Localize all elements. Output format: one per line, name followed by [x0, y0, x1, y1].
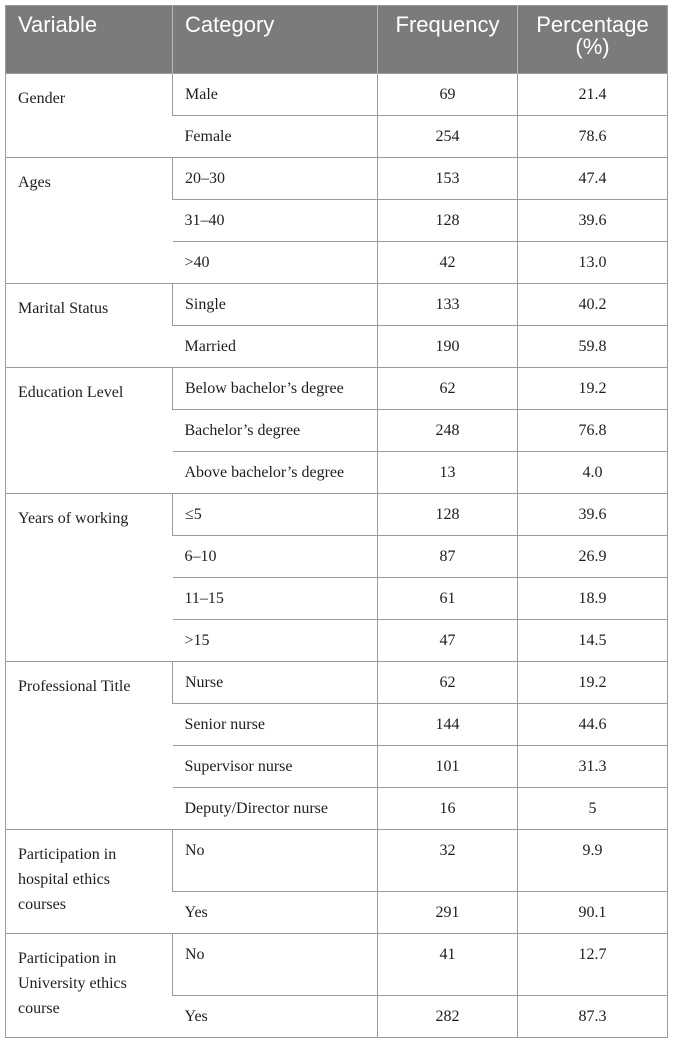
frequency-cell: 248: [378, 410, 518, 452]
percentage-cell: 39.6: [518, 494, 668, 536]
category-cell: Male: [173, 74, 378, 116]
category-cell: Single: [173, 284, 378, 326]
table-row: [6, 74, 668, 116]
table-row: [6, 494, 668, 536]
category-cell: Above bachelor’s degree: [173, 452, 378, 494]
frequency-cell: 32: [378, 830, 518, 892]
percentage-cell: 19.2: [518, 662, 668, 704]
frequency-cell: 41: [378, 934, 518, 996]
demographics-table: [5, 5, 668, 1038]
category-cell: >40: [173, 242, 378, 284]
percentage-cell: 90.1: [518, 892, 668, 934]
table-row: [6, 284, 668, 326]
frequency-cell: 62: [378, 662, 518, 704]
frequency-cell: 62: [378, 368, 518, 410]
category-cell: Supervisor nurse: [173, 746, 378, 788]
frequency-cell: 47: [378, 620, 518, 662]
category-cell: No: [173, 830, 378, 892]
percentage-cell: 4.0: [518, 452, 668, 494]
variable-cell: Participation in hospital ethics courses: [6, 830, 173, 934]
frequency-cell: 254: [378, 116, 518, 158]
header-variable: Variable: [6, 6, 173, 74]
variable-cell: Marital Status: [6, 284, 173, 368]
header-frequency: Frequency: [378, 6, 518, 74]
frequency-cell: 69: [378, 74, 518, 116]
frequency-cell: 190: [378, 326, 518, 368]
percentage-cell: 39.6: [518, 200, 668, 242]
percentage-cell: 59.8: [518, 326, 668, 368]
category-cell: Deputy/Director nurse: [173, 788, 378, 830]
frequency-cell: 13: [378, 452, 518, 494]
frequency-cell: 128: [378, 200, 518, 242]
percentage-cell: 76.8: [518, 410, 668, 452]
category-cell: Yes: [173, 892, 378, 934]
category-cell: Female: [173, 116, 378, 158]
variable-cell: Professional Title: [6, 662, 173, 830]
category-cell: Nurse: [173, 662, 378, 704]
category-cell: 6–10: [173, 536, 378, 578]
percentage-cell: 9.9: [518, 830, 668, 892]
percentage-cell: 21.4: [518, 74, 668, 116]
variable-cell: Years of working: [6, 494, 173, 662]
category-cell: Married: [173, 326, 378, 368]
frequency-cell: 128: [378, 494, 518, 536]
category-cell: 11–15: [173, 578, 378, 620]
percentage-cell: 78.6: [518, 116, 668, 158]
frequency-cell: 133: [378, 284, 518, 326]
category-cell: ≤5: [173, 494, 378, 536]
table-row: [6, 158, 668, 200]
header-category: Category: [173, 6, 378, 74]
percentage-cell: 87.3: [518, 996, 668, 1038]
category-cell: Bachelor’s degree: [173, 410, 378, 452]
percentage-cell: 40.2: [518, 284, 668, 326]
frequency-cell: 144: [378, 704, 518, 746]
table-row: [6, 934, 668, 996]
frequency-cell: 42: [378, 242, 518, 284]
table-row: [6, 368, 668, 410]
percentage-cell: 12.7: [518, 934, 668, 996]
frequency-cell: 101: [378, 746, 518, 788]
variable-cell: Participation in University ethics course: [6, 934, 173, 1038]
percentage-cell: 14.5: [518, 620, 668, 662]
frequency-cell: 153: [378, 158, 518, 200]
table-row: [6, 662, 668, 704]
percentage-cell: 47.4: [518, 158, 668, 200]
percentage-cell: 5: [518, 788, 668, 830]
percentage-cell: 44.6: [518, 704, 668, 746]
variable-cell: Gender: [6, 74, 173, 158]
frequency-cell: 291: [378, 892, 518, 934]
variable-cell: Ages: [6, 158, 173, 284]
category-cell: >15: [173, 620, 378, 662]
category-cell: No: [173, 934, 378, 996]
percentage-cell: 31.3: [518, 746, 668, 788]
category-cell: Below bachelor’s degree: [173, 368, 378, 410]
table-body: [6, 74, 668, 1038]
frequency-cell: 16: [378, 788, 518, 830]
percentage-cell: 19.2: [518, 368, 668, 410]
variable-cell: Education Level: [6, 368, 173, 494]
percentage-cell: 26.9: [518, 536, 668, 578]
percentage-cell: 13.0: [518, 242, 668, 284]
percentage-cell: 18.9: [518, 578, 668, 620]
frequency-cell: 282: [378, 996, 518, 1038]
frequency-cell: 87: [378, 536, 518, 578]
table-row: [6, 830, 668, 892]
category-cell: 31–40: [173, 200, 378, 242]
category-cell: Senior nurse: [173, 704, 378, 746]
category-cell: 20–30: [173, 158, 378, 200]
category-cell: Yes: [173, 996, 378, 1038]
frequency-cell: 61: [378, 578, 518, 620]
header-percentage: Percentage (%): [518, 6, 668, 74]
header-row: [6, 6, 668, 74]
